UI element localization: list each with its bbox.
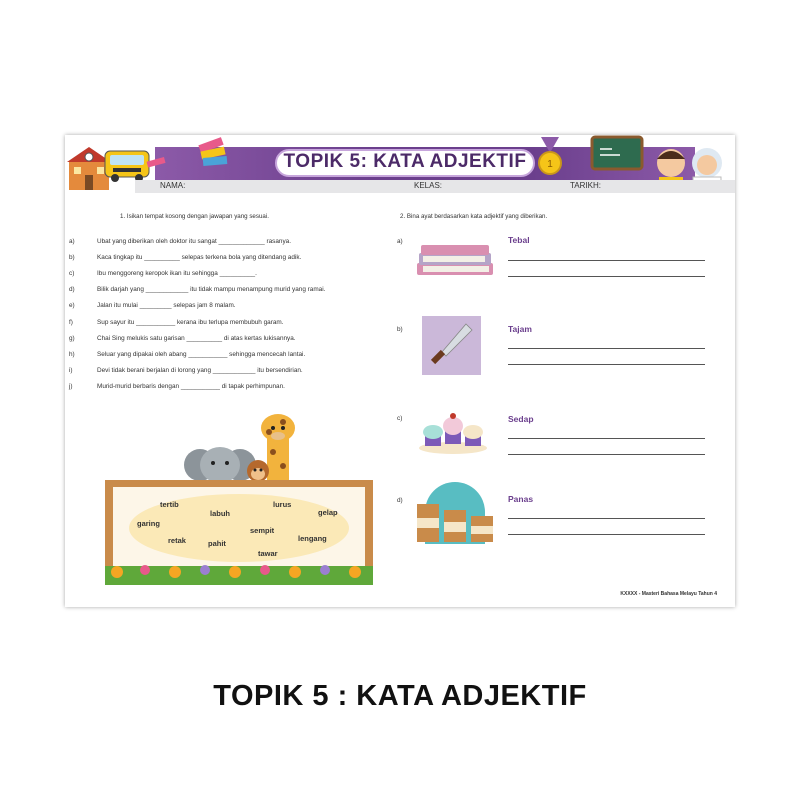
worksheet — [65, 135, 735, 607]
question-row: f) Sup sayur itu ___________ kerana ibu terlupa membubuh garam. — [69, 319, 284, 326]
board-word: gelap — [318, 508, 338, 517]
question-row: g) Chai Sing melukis satu garisan __________ di atas kertas lukisannya. — [69, 335, 296, 342]
section1-instruction: 1. Isikan tempat kosong dengan jawapan yang sesuai. — [120, 213, 269, 220]
answer-line — [508, 454, 705, 455]
item-letter: c) — [397, 415, 403, 422]
cupcakes-picture — [417, 406, 489, 456]
answer-line — [508, 364, 705, 365]
chalkboard-icon — [590, 135, 646, 175]
answer-line — [508, 348, 705, 349]
footer-text: KXXXX - Masteri Bahasa Melayu Tahun 4 — [620, 591, 717, 597]
item-letter: a) — [397, 238, 403, 245]
adjective-word: Tajam — [508, 324, 532, 334]
question-row: e) Jalan itu mulai _________ selepas jam 8 malam. — [69, 302, 236, 309]
question-row: h) Seluar yang dipakai oleh abang ___________ sehingga mencecah lantai. — [69, 351, 306, 358]
adjective-word: Sedap — [508, 414, 534, 424]
flowers-decoration — [105, 560, 373, 585]
board-word: retak — [168, 536, 186, 545]
question-row: a) Ubat yang diberikan oleh doktor itu sangat _____________ rasanya. — [69, 238, 291, 245]
medal-icon — [535, 137, 565, 179]
question-row: d) Bilik darjah yang ____________ itu tidak mampu menampung murid yang ramai. — [69, 286, 326, 293]
sharp-knife-picture — [422, 316, 481, 375]
board-word: tawar — [258, 549, 278, 558]
pencil-icon — [145, 155, 169, 169]
kelas-label: KELAS: — [414, 181, 443, 190]
nama-label: NAMA: — [160, 181, 186, 190]
adjective-word: Tebal — [508, 235, 530, 245]
answer-line — [508, 534, 705, 535]
board-word: pahit — [208, 539, 226, 548]
section2-instruction: 2. Bina ayat berdasarkan kata adjektif yang diberikan. — [400, 213, 548, 220]
books-icon — [195, 135, 231, 169]
answer-line — [508, 438, 705, 439]
board-word: labuh — [210, 509, 230, 518]
question-row: b) Kaca tingkap itu __________ selepas terkena bola yang ditendang adik. — [69, 254, 302, 261]
school-bus-icon — [103, 149, 151, 183]
answer-line — [508, 518, 705, 519]
item-letter: b) — [397, 326, 403, 333]
question-row: c) Ibu menggoreng keropok ikan itu sehingga __________. — [69, 270, 257, 277]
answer-line — [508, 276, 705, 277]
board-word: lengang — [298, 534, 327, 543]
board-word: lurus — [273, 500, 292, 509]
board-word: garing — [137, 519, 160, 528]
question-row: j) Murid-murid berbaris dengan ___________ di tapak perhimpunan. — [69, 383, 285, 390]
board-word: tertib — [160, 500, 179, 509]
answer-line — [508, 260, 705, 261]
board-word: sempit — [250, 526, 275, 535]
thick-books-picture — [413, 243, 497, 281]
hot-drinks-picture — [415, 482, 495, 544]
product-caption: TOPIK 5 : KATA ADJEKTIF — [213, 680, 587, 712]
page-title: TOPIK 5: KATA ADJEKTIF — [283, 151, 527, 172]
svg-text:1: 1 — [547, 159, 553, 170]
item-letter: d) — [397, 497, 403, 504]
tarikh-label: TARIKH: — [570, 181, 601, 190]
question-row: i) Devi tidak berani berjalan di lorong yang ____________ itu bersendirian. — [69, 367, 303, 374]
adjective-word: Panas — [508, 494, 534, 504]
